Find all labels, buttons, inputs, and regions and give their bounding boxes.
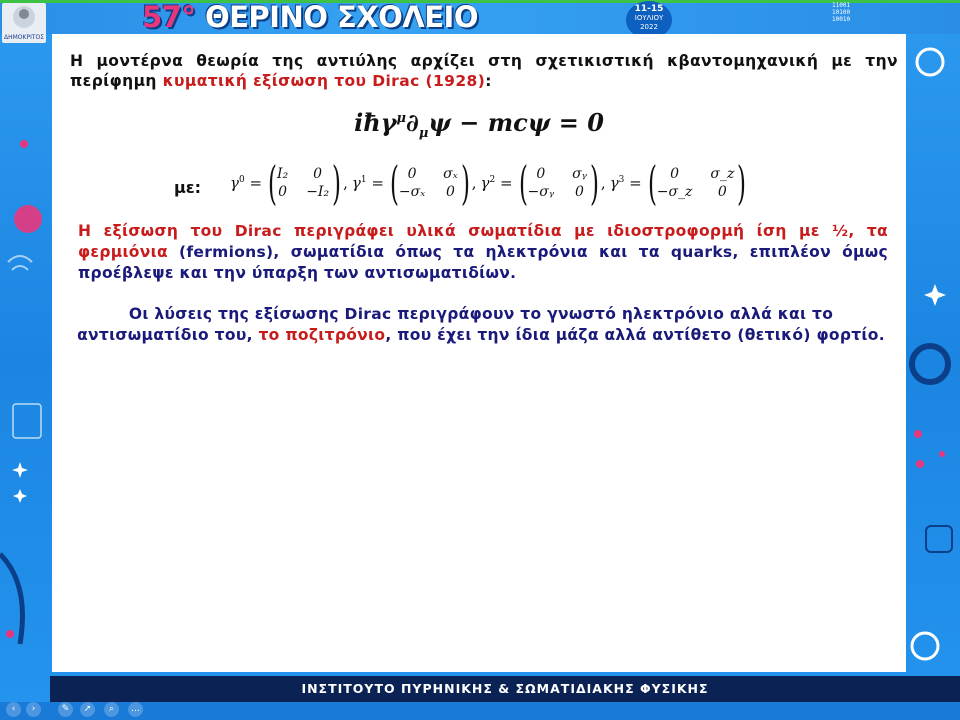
lock-deco: [13, 404, 41, 438]
intro-colon: :: [485, 72, 492, 90]
positron-paragraph: [68, 304, 894, 346]
matrix-cell: −σₓ: [398, 184, 426, 200]
prev-icon[interactable]: ‹: [6, 702, 21, 717]
right-paren: ): [460, 156, 470, 210]
matrix-cell: 0: [670, 166, 680, 182]
sparkle-deco: [12, 462, 28, 478]
left-paren: (: [268, 156, 278, 210]
wave-deco: [8, 256, 32, 270]
equation-text: $iħ\gamma^\mu\partial_\mu\psi - mc\psi = 0$: [354, 108, 604, 141]
fermions-highlight: τα φερμιόνια: [78, 222, 888, 261]
sparkle-deco: [924, 284, 946, 306]
intro-paragraph: [70, 51, 898, 91]
matrix-cell: 0: [407, 166, 417, 182]
date-year: 2022: [640, 23, 658, 31]
binary-line: 10100: [832, 9, 851, 16]
date-days: 11-15: [634, 4, 664, 14]
gamma-matrix-3: [609, 156, 747, 210]
matrix-cell: 0: [313, 166, 323, 182]
matrix-cells: [277, 166, 329, 200]
dot-deco: [916, 460, 924, 468]
gear-deco-right-top: [917, 49, 943, 75]
fermions-text: (fermions), σωματίδια όπως τα ηλεκτρόνια και τα quarks, επιπλέον όμως προέβλεψε και την ύπαρξη των αντισωματιδίων.: [78, 243, 888, 282]
title-number: 57°: [142, 0, 196, 34]
pen-icon[interactable]: ✎: [58, 702, 73, 717]
gamma-symbol: $\gamma^0$ =: [230, 174, 263, 192]
gear-deco-bottom-right: [912, 633, 938, 659]
school-title: [142, 0, 478, 34]
binary-line: 10010: [832, 16, 851, 23]
matrix-cell: −σᵧ: [527, 184, 555, 200]
left-paren: (: [647, 156, 657, 210]
gear-deco-right: [912, 346, 948, 382]
gamma-symbol: $\gamma^2$ =: [480, 174, 513, 192]
title-label: ΘΕΡΙΝΟ ΣΧΟΛΕΙΟ: [195, 0, 479, 34]
gear-deco-left: [14, 205, 42, 233]
with-label: με:: [174, 178, 202, 197]
zoom-icon[interactable]: ⌕: [104, 702, 119, 717]
gamma-matrix-2: $\gamma^2$ = ( 0 σᵧ −σᵧ 0 ) ,: [480, 156, 606, 210]
presentation-toolbar: [0, 702, 960, 720]
pointer-icon[interactable]: ➚: [80, 702, 95, 717]
gamma-matrix-1: $\gamma^1$ = ( 0 σₓ −σₓ 0 ) ,: [351, 156, 477, 210]
fermions-paragraph: [78, 221, 888, 284]
spin-half-text: Η εξίσωση του Dirac περιγράφει υλικά σωματίδια με ιδιοστροφορμή ίση με ½,: [78, 222, 855, 240]
matrix-cell: 0: [278, 184, 288, 200]
positron-highlight: το ποζιτρόνιο: [258, 326, 386, 344]
dot-deco: [6, 630, 14, 638]
next-icon[interactable]: ›: [26, 702, 41, 717]
logo-caption: ΔΗΜΟΚΡΙΤΟΣ: [4, 34, 45, 41]
matrix-cells: [399, 166, 458, 200]
gamma-matrix-0: $\gamma^0$ = ( I₂ 0 0 −I₂ ) ,: [230, 156, 348, 210]
matrix-cell: I₂: [277, 166, 289, 182]
left-paren: (: [389, 156, 399, 210]
institute-logo: [2, 3, 46, 43]
matrix-cell: 0: [717, 184, 727, 200]
matrix-cell: −I₂: [306, 184, 330, 200]
ai-badge-deco: [926, 526, 952, 552]
positron-text-end: , που έχει την ίδια μάζα αλλά αντίθετο (θετικό) φορτίο.: [385, 326, 885, 344]
binary-decoration: [832, 2, 850, 23]
matrix-cell: −σ_z: [656, 184, 693, 200]
left-paren: (: [518, 156, 528, 210]
matrix-cell: 0: [536, 166, 546, 182]
matrix-cells: [657, 166, 735, 200]
matrix-cell: 0: [445, 184, 455, 200]
intro-text: Η μοντέρνα θεωρία της αντιύλης αρχίζει στη σχετικιστική κβαντομηχανική με την περίφημη: [70, 52, 898, 90]
matrix-cell: σ_z: [710, 166, 735, 182]
gamma-symbol: $\gamma^1$ =: [351, 174, 384, 192]
binary-line: 11001: [832, 2, 851, 9]
gamma-matrices: [230, 156, 748, 210]
right-paren: ): [332, 156, 342, 210]
logo-emblem-icon: [2, 3, 46, 31]
slide-content: [52, 34, 906, 672]
right-paren: ): [737, 156, 747, 210]
dirac-equation: [52, 108, 906, 141]
sparkle-deco: [13, 489, 27, 503]
dirac-equation-highlight: κυματική εξίσωση του Dirac (1928): [162, 72, 486, 90]
gamma-symbol: $\gamma^3$ =: [609, 174, 642, 192]
dot-deco: [939, 451, 945, 457]
date-month: ΙΟΥΛΙΟΥ: [634, 14, 664, 22]
institute-footer: ΙΝΣΤΙΤΟΥΤΟ ΠΥΡΗΝΙΚΗΣ & ΣΩΜΑΤΙΔΙΑΚΗΣ ΦΥΣΙΚΗΣ: [50, 676, 960, 702]
matrix-cell: 0: [575, 184, 584, 200]
matrix-cells: [528, 166, 587, 200]
matrix-cell: σₓ: [443, 166, 458, 182]
positron-text-start: Οι λύσεις της εξίσωσης Dirac περιγράφουν το γνωστό ηλεκτρόνιο αλλά και το αντισωματίδιο του,: [77, 305, 834, 344]
dot-deco: [20, 140, 28, 148]
dot-deco: [914, 430, 922, 438]
matrix-cell: σᵧ: [572, 166, 587, 182]
right-paren: ): [589, 156, 599, 210]
menu-icon[interactable]: …: [128, 702, 143, 717]
